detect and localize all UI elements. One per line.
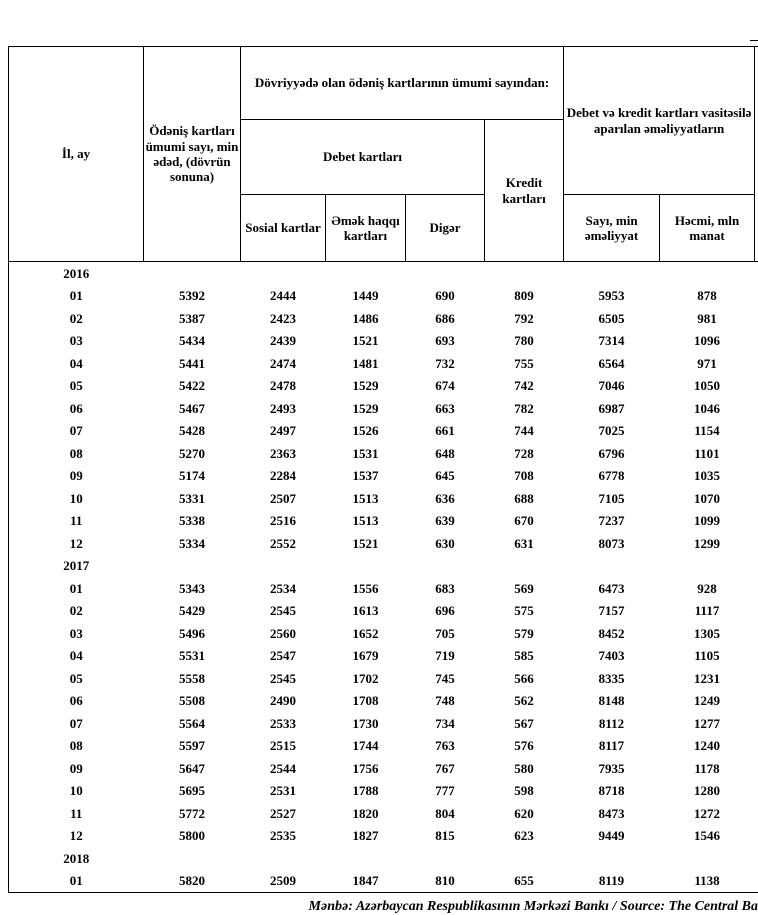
cell-value: 2545	[241, 667, 326, 690]
cell-value	[241, 262, 326, 285]
cell-value	[406, 262, 485, 285]
cell-value: 1513	[326, 487, 406, 510]
cell-value: 639	[406, 510, 485, 533]
cell-value: 562	[485, 690, 564, 713]
cell-extra	[755, 487, 758, 510]
cell-value: 5174	[144, 465, 241, 488]
cell-extra	[755, 577, 758, 600]
cell-extra	[755, 397, 758, 420]
cell-value: 8452	[564, 622, 660, 645]
row-label: 02	[9, 600, 144, 623]
payment-cards-statistics-table	[8, 46, 758, 893]
cell-value: 728	[485, 442, 564, 465]
header-social-cards: Sosial kartlar	[241, 195, 326, 262]
cell-value: 1099	[660, 510, 755, 533]
cell-value: 1231	[660, 667, 755, 690]
cell-extra	[755, 757, 758, 780]
cell-value: 1702	[326, 667, 406, 690]
row-label: 2018	[9, 847, 144, 870]
cell-value	[144, 555, 241, 578]
table-row	[9, 757, 758, 780]
table-row	[9, 397, 758, 420]
table-row	[9, 465, 758, 488]
table-row	[9, 802, 758, 825]
cell-value: 1531	[326, 442, 406, 465]
cell-value: 580	[485, 757, 564, 780]
cell-value: 567	[485, 712, 564, 735]
table-row	[9, 577, 758, 600]
cell-value: 732	[406, 352, 485, 375]
cell-extra	[755, 690, 758, 713]
row-label: 2017	[9, 555, 144, 578]
header-group-operations: Debet və kredit kartları vasitəsilə aparılan əməliyyatların	[564, 47, 755, 195]
cell-value: 566	[485, 667, 564, 690]
cell-value: 1537	[326, 465, 406, 488]
cell-value: 7105	[564, 487, 660, 510]
cell-extra	[755, 825, 758, 848]
cell-value: 575	[485, 600, 564, 623]
cell-value: 8112	[564, 712, 660, 735]
cell-value: 2493	[241, 397, 326, 420]
cell-value: 5434	[144, 330, 241, 353]
cell-extra	[755, 667, 758, 690]
cell-value: 6778	[564, 465, 660, 488]
table-row	[9, 510, 758, 533]
table-row	[9, 555, 758, 578]
table-row	[9, 352, 758, 375]
cell-extra	[755, 285, 758, 308]
cell-value: 5387	[144, 307, 241, 330]
cell-value: 878	[660, 285, 755, 308]
cell-value: 810	[406, 870, 485, 893]
cell-value: 767	[406, 757, 485, 780]
cell-value: 5441	[144, 352, 241, 375]
cell-value: 748	[406, 690, 485, 713]
cell-value: 804	[406, 802, 485, 825]
cell-value: 2474	[241, 352, 326, 375]
table-row	[9, 307, 758, 330]
row-label: 08	[9, 442, 144, 465]
cell-value: 1035	[660, 465, 755, 488]
cell-value: 5343	[144, 577, 241, 600]
cell-extra	[755, 847, 758, 870]
header-group-from-total: Dövriyyədə olan ödəniş kartlarının ümumi sayından:	[241, 47, 564, 120]
cell-value: 971	[660, 352, 755, 375]
cell-value: 7157	[564, 600, 660, 623]
row-label: 01	[9, 285, 144, 308]
cell-value: 1277	[660, 712, 755, 735]
cell-value: 705	[406, 622, 485, 645]
cell-value: 2478	[241, 375, 326, 398]
cell-value: 782	[485, 397, 564, 420]
cell-value: 5496	[144, 622, 241, 645]
cell-value: 792	[485, 307, 564, 330]
row-label: 2016	[9, 262, 144, 285]
cell-extra	[755, 780, 758, 803]
cell-value: 1280	[660, 780, 755, 803]
cell-value: 1240	[660, 735, 755, 758]
cell-value: 1513	[326, 510, 406, 533]
cell-extra	[755, 555, 758, 578]
cell-value: 5597	[144, 735, 241, 758]
cell-value	[406, 555, 485, 578]
cell-value: 6564	[564, 352, 660, 375]
cell-value	[241, 847, 326, 870]
cell-value: 693	[406, 330, 485, 353]
cell-value: 1096	[660, 330, 755, 353]
row-label: 05	[9, 667, 144, 690]
cell-value: 2509	[241, 870, 326, 893]
cell-value: 7403	[564, 645, 660, 668]
cell-value: 5392	[144, 285, 241, 308]
row-label: 07	[9, 420, 144, 443]
table-row	[9, 645, 758, 668]
cell-value: 1730	[326, 712, 406, 735]
cell-value: 7314	[564, 330, 660, 353]
cell-value: 1305	[660, 622, 755, 645]
cell-value: 8148	[564, 690, 660, 713]
cell-value: 8718	[564, 780, 660, 803]
cell-value: 9449	[564, 825, 660, 848]
cell-value: 1272	[660, 802, 755, 825]
source-note: Mənbə: Azərbaycan Respublikasının Mərkəzi Bankı / Source: The Central Ba	[4, 899, 758, 915]
cell-value: 1070	[660, 487, 755, 510]
cell-value: 8473	[564, 802, 660, 825]
cell-value: 1101	[660, 442, 755, 465]
cell-value: 815	[406, 825, 485, 848]
cell-value: 648	[406, 442, 485, 465]
cell-value: 696	[406, 600, 485, 623]
cell-extra	[755, 510, 758, 533]
row-label: 02	[9, 307, 144, 330]
cell-value: 744	[485, 420, 564, 443]
cell-value: 1138	[660, 870, 755, 893]
cell-value: 5422	[144, 375, 241, 398]
table-row	[9, 667, 758, 690]
cell-value: 5820	[144, 870, 241, 893]
row-label: 03	[9, 330, 144, 353]
cell-value: 1847	[326, 870, 406, 893]
cell-value: 2531	[241, 780, 326, 803]
cell-value: 5953	[564, 285, 660, 308]
cell-value	[485, 847, 564, 870]
header-operations-volume: Həcmi, mln manat	[660, 195, 755, 262]
cell-value: 2444	[241, 285, 326, 308]
cell-value: 1529	[326, 397, 406, 420]
header-credit-cards: Kredit kartları	[485, 120, 564, 262]
row-label: 06	[9, 397, 144, 420]
cell-value: 579	[485, 622, 564, 645]
cell-value: 780	[485, 330, 564, 353]
cell-value: 6505	[564, 307, 660, 330]
cell-value: 1526	[326, 420, 406, 443]
table-row	[9, 285, 758, 308]
cell-extra	[755, 712, 758, 735]
cell-value: 2439	[241, 330, 326, 353]
cell-value: 663	[406, 397, 485, 420]
cell-extra	[755, 532, 758, 555]
cell-value: 2284	[241, 465, 326, 488]
cell-value: 8073	[564, 532, 660, 555]
cell-value: 2527	[241, 802, 326, 825]
cell-value: 1521	[326, 330, 406, 353]
cell-value: 1744	[326, 735, 406, 758]
cell-value: 688	[485, 487, 564, 510]
cell-value	[144, 847, 241, 870]
cell-value: 5334	[144, 532, 241, 555]
table-row	[9, 870, 758, 893]
cell-extra	[755, 622, 758, 645]
row-label: 09	[9, 465, 144, 488]
cell-value: 5800	[144, 825, 241, 848]
row-label: 12	[9, 532, 144, 555]
cell-value: 2544	[241, 757, 326, 780]
cell-value: 708	[485, 465, 564, 488]
cell-extra	[755, 442, 758, 465]
table-row	[9, 780, 758, 803]
cell-value: 8117	[564, 735, 660, 758]
header-group-debit: Debet kartları	[241, 120, 485, 195]
cell-value: 1046	[660, 397, 755, 420]
cell-value: 1105	[660, 645, 755, 668]
cell-value: 2560	[241, 622, 326, 645]
cell-extra	[755, 735, 758, 758]
cell-value: 2423	[241, 307, 326, 330]
header-year-month: İl, ay	[9, 47, 144, 262]
cell-value: 8119	[564, 870, 660, 893]
cell-value: 2547	[241, 645, 326, 668]
cell-value	[485, 262, 564, 285]
header-operations-count: Sayı, min əməliyyat	[564, 195, 660, 262]
cell-value: 5531	[144, 645, 241, 668]
cell-value: 1249	[660, 690, 755, 713]
cell-value: 5467	[144, 397, 241, 420]
cell-value	[144, 262, 241, 285]
row-label: 09	[9, 757, 144, 780]
cell-value: 2516	[241, 510, 326, 533]
cell-value: 7935	[564, 757, 660, 780]
cell-value: 1546	[660, 825, 755, 848]
cell-extra	[755, 352, 758, 375]
cell-value: 2533	[241, 712, 326, 735]
cell-value: 1481	[326, 352, 406, 375]
cell-value: 755	[485, 352, 564, 375]
cell-value	[241, 555, 326, 578]
cell-value: 6987	[564, 397, 660, 420]
cell-value	[564, 555, 660, 578]
cell-value: 598	[485, 780, 564, 803]
cell-value: 5558	[144, 667, 241, 690]
cell-extra	[755, 645, 758, 668]
cell-extra	[755, 465, 758, 488]
row-label: 01	[9, 870, 144, 893]
row-label: 07	[9, 712, 144, 735]
row-label: 08	[9, 735, 144, 758]
row-label: 11	[9, 510, 144, 533]
table-row	[9, 487, 758, 510]
cell-value: 928	[660, 577, 755, 600]
table-row	[9, 847, 758, 870]
table-row	[9, 330, 758, 353]
cell-value: 7046	[564, 375, 660, 398]
cell-value: 674	[406, 375, 485, 398]
cell-value: 1449	[326, 285, 406, 308]
cell-value: 1756	[326, 757, 406, 780]
cell-value: 6796	[564, 442, 660, 465]
cell-value: 1613	[326, 600, 406, 623]
cell-value: 683	[406, 577, 485, 600]
cell-value	[326, 847, 406, 870]
cell-value: 690	[406, 285, 485, 308]
header-other-cards: Digər	[406, 195, 485, 262]
row-label: 04	[9, 352, 144, 375]
cell-extra	[755, 600, 758, 623]
table-row	[9, 375, 758, 398]
cell-value: 5564	[144, 712, 241, 735]
cell-value: 1788	[326, 780, 406, 803]
cell-extra	[755, 802, 758, 825]
cell-value: 2552	[241, 532, 326, 555]
cell-value: 1529	[326, 375, 406, 398]
cell-value: 686	[406, 307, 485, 330]
cell-value	[660, 847, 755, 870]
cell-value: 1652	[326, 622, 406, 645]
row-label: 04	[9, 645, 144, 668]
row-label: 05	[9, 375, 144, 398]
cell-value: 1556	[326, 577, 406, 600]
cell-value: 5338	[144, 510, 241, 533]
cell-value: 2545	[241, 600, 326, 623]
header-extra-column	[755, 47, 758, 262]
cell-value: 1178	[660, 757, 755, 780]
table-row	[9, 622, 758, 645]
cell-value: 5647	[144, 757, 241, 780]
cell-value: 777	[406, 780, 485, 803]
cell-value: 2515	[241, 735, 326, 758]
cell-extra	[755, 870, 758, 893]
cell-value: 742	[485, 375, 564, 398]
row-label: 01	[9, 577, 144, 600]
cell-value	[326, 555, 406, 578]
table-row	[9, 600, 758, 623]
header-total-cards: Ödəniş kartları ümumi sayı, min ədəd, (dövrün sonuna)	[144, 47, 241, 262]
cell-value: 8335	[564, 667, 660, 690]
cell-value: 655	[485, 870, 564, 893]
cell-value	[485, 555, 564, 578]
cell-value	[406, 847, 485, 870]
cell-value: 1827	[326, 825, 406, 848]
table-row	[9, 712, 758, 735]
cell-value	[660, 555, 755, 578]
table-row	[9, 735, 758, 758]
cell-value: 1486	[326, 307, 406, 330]
cell-value: 719	[406, 645, 485, 668]
cell-value: 630	[406, 532, 485, 555]
cell-value: 631	[485, 532, 564, 555]
cell-value: 981	[660, 307, 755, 330]
table-row	[9, 825, 758, 848]
cell-value	[564, 262, 660, 285]
header-salary-cards: Əmək haqqı kartları	[326, 195, 406, 262]
cell-extra	[755, 375, 758, 398]
cell-value: 661	[406, 420, 485, 443]
cell-value: 585	[485, 645, 564, 668]
cell-value: 6473	[564, 577, 660, 600]
cell-value: 2490	[241, 690, 326, 713]
cell-value: 7237	[564, 510, 660, 533]
table-header	[9, 47, 758, 262]
cell-value: 5429	[144, 600, 241, 623]
table-row	[9, 420, 758, 443]
cell-value: 1820	[326, 802, 406, 825]
cell-value: 670	[485, 510, 564, 533]
row-label: 03	[9, 622, 144, 645]
cell-extra	[755, 307, 758, 330]
table-body	[9, 262, 758, 893]
cell-value: 1117	[660, 600, 755, 623]
cell-value: 576	[485, 735, 564, 758]
cell-value: 5331	[144, 487, 241, 510]
cell-value: 620	[485, 802, 564, 825]
cell-value: 1679	[326, 645, 406, 668]
row-label: 11	[9, 802, 144, 825]
cell-value: 2507	[241, 487, 326, 510]
cell-extra	[755, 420, 758, 443]
cell-value: 1154	[660, 420, 755, 443]
cell-value: 2534	[241, 577, 326, 600]
row-label: 10	[9, 780, 144, 803]
cell-value: 745	[406, 667, 485, 690]
table-row	[9, 690, 758, 713]
cell-value: 5270	[144, 442, 241, 465]
cell-value: 1521	[326, 532, 406, 555]
row-label: 12	[9, 825, 144, 848]
cell-value: 2535	[241, 825, 326, 848]
cell-value: 636	[406, 487, 485, 510]
cell-value: 5772	[144, 802, 241, 825]
table-row	[9, 532, 758, 555]
cell-value: 5695	[144, 780, 241, 803]
table-row	[9, 262, 758, 285]
cell-value	[564, 847, 660, 870]
row-label: 10	[9, 487, 144, 510]
table-row	[9, 442, 758, 465]
cell-extra	[755, 262, 758, 285]
cell-value	[660, 262, 755, 285]
cell-value: 734	[406, 712, 485, 735]
page-edge-tick	[750, 40, 758, 41]
cell-value: 763	[406, 735, 485, 758]
cell-value: 809	[485, 285, 564, 308]
cell-value: 5508	[144, 690, 241, 713]
cell-value: 1299	[660, 532, 755, 555]
cell-value: 645	[406, 465, 485, 488]
cell-value: 2497	[241, 420, 326, 443]
cell-value: 7025	[564, 420, 660, 443]
cell-value: 569	[485, 577, 564, 600]
cell-value: 1708	[326, 690, 406, 713]
cell-value: 623	[485, 825, 564, 848]
cell-value: 2363	[241, 442, 326, 465]
cell-value: 5428	[144, 420, 241, 443]
cell-value: 1050	[660, 375, 755, 398]
cell-value	[326, 262, 406, 285]
cell-extra	[755, 330, 758, 353]
row-label: 06	[9, 690, 144, 713]
